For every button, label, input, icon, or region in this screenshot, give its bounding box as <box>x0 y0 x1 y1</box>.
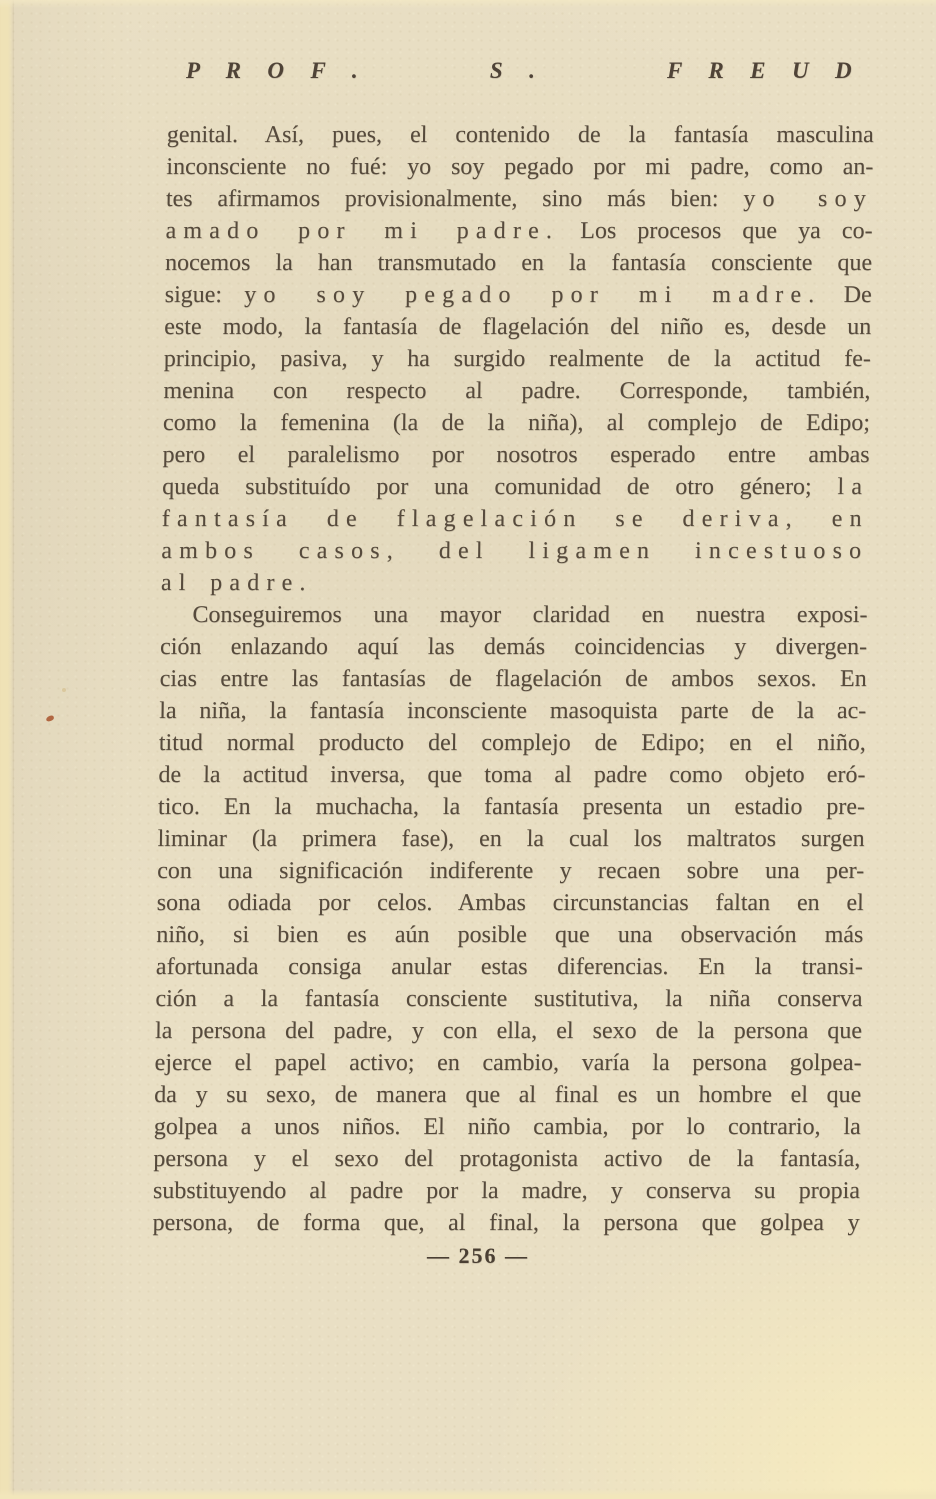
text-segment: niño, si bien es aún posible que una observación más <box>156 922 864 948</box>
text-line <box>160 631 867 663</box>
text-line <box>164 279 871 311</box>
text-segment: inconsciente no fué: yo soy pegado por mi padre, como an- <box>166 154 874 180</box>
running-header <box>186 58 862 84</box>
text-segment: tes afirmamos provisionalmente, sino más bien: <box>165 186 744 212</box>
text-line <box>161 567 868 599</box>
page-edge-top <box>0 0 936 8</box>
text-line <box>165 215 872 247</box>
running-header-initial: S . <box>489 58 546 83</box>
text-segment: principio, pasiva, y ha surgido realmente de la actitud fe- <box>163 346 872 372</box>
text-segment: de la actitud inversa, que toma al padre como objeto eró- <box>158 762 866 788</box>
text-line <box>161 535 868 567</box>
text-segment: sigue: <box>164 282 245 308</box>
text-segment: tico. En la muchacha, la fantasía presenta un estadio pre- <box>157 794 866 820</box>
text-segment: ción enlazando aquí las demás coincidencias y divergen- <box>159 634 868 660</box>
page-number: — 256 — <box>427 1243 529 1268</box>
emphasis-spaced-text: ambos casos, del ligamen incestuoso <box>161 538 869 564</box>
running-header-title: P R O F . <box>186 58 368 83</box>
text-segment: nocemos la han transmutado en la fantasía consciente que <box>164 250 873 276</box>
text-segment: Conseguiremos una mayor claridad en nuestra exposi- <box>192 602 868 628</box>
text-line <box>155 983 862 1015</box>
text-segment: queda substituído por una comunidad de otro género; <box>162 474 838 500</box>
text-segment: la niña, la fantasía inconsciente masoquista parte de la ac- <box>159 698 867 724</box>
text-line <box>160 599 867 631</box>
text-line <box>158 759 865 791</box>
text-segment: liminar (la primera fase), en la cual los maltratos surgen <box>157 826 865 852</box>
emphasis-spaced-text: fantasía de flagelación se deriva, en <box>161 506 869 532</box>
text-segment: golpea a unos niños. El niño cambia, por lo contrario, la <box>153 1114 861 1140</box>
text-line <box>153 1175 860 1207</box>
text-line <box>163 407 870 439</box>
text-line <box>157 823 864 855</box>
text-line <box>163 375 870 407</box>
page-edge-left <box>0 0 14 1499</box>
text-line <box>154 1079 861 1111</box>
text-segment: afortunada consiga anular estas diferencias. En la transi- <box>155 954 864 980</box>
text-line <box>159 663 866 695</box>
text-line <box>166 151 873 183</box>
text-line <box>159 727 866 759</box>
text-line <box>162 471 869 503</box>
text-line <box>152 1207 859 1239</box>
text-line <box>165 247 872 279</box>
text-segment: substituyendo al padre por la madre, y conserva su propia <box>152 1178 861 1204</box>
text-line <box>162 503 869 535</box>
text-line <box>162 439 869 471</box>
text-segment: con una significación indiferente y recaen sobre una per- <box>156 858 865 884</box>
running-header-surname: F R E U D <box>667 58 862 83</box>
text-segment: como la femenina (la de la niña), al complejo de Edipo; <box>162 410 871 436</box>
text-segment: pero el paralelismo por nosotros esperado entre ambas <box>162 442 870 468</box>
text-line <box>157 855 864 887</box>
text-line <box>158 791 865 823</box>
emphasis-spaced-text: yo soy pegado por mi madre. <box>244 282 822 308</box>
text-line <box>167 119 874 151</box>
page-edge-bottom <box>0 1489 936 1499</box>
text-segment: sona odiada por celos. Ambas circunstancias faltan en el <box>156 890 864 916</box>
text-segment: persona, de forma que, al final, la persona que golpea y <box>152 1210 860 1236</box>
text-line <box>155 1015 862 1047</box>
text-segment: titud normal producto del complejo de Edipo; en el niño, <box>158 730 867 756</box>
text-segment: persona y el sexo del protagonista activo de la fantasía, <box>153 1146 861 1172</box>
paper-speck-rust <box>45 715 54 722</box>
text-segment: Los procesos que ya co- <box>558 218 873 244</box>
emphasis-spaced-text: al padre. <box>160 570 313 596</box>
text-line <box>154 1047 861 1079</box>
text-line <box>154 1111 861 1143</box>
emphasis-spaced-text: amado por mi padre. <box>165 218 560 244</box>
paper-speck-tan <box>62 688 66 692</box>
text-segment: menina con respecto al padre. Corresponde, también, <box>163 378 871 404</box>
text-line <box>164 343 871 375</box>
emphasis-spaced-text: yo soy <box>743 186 874 212</box>
text-line <box>156 951 863 983</box>
page-text-block <box>152 119 874 1239</box>
text-line <box>153 1143 860 1175</box>
text-line <box>157 887 864 919</box>
text-segment: cias entre las fantasías de flagelación de ambos sexos. En <box>159 666 867 692</box>
text-segment: De <box>821 282 872 308</box>
text-segment: da y su sexo, de manera que al final es un hombre el que <box>154 1082 862 1108</box>
text-line <box>164 311 871 343</box>
text-segment: genital. Así, pues, el contenido de la fantasía masculina <box>166 122 874 148</box>
text-line <box>166 183 873 215</box>
text-segment: la persona del padre, y con ella, el sexo de la persona que <box>154 1018 863 1044</box>
text-segment: ejerce el papel activo; en cambio, varía la persona golpea- <box>154 1050 862 1076</box>
text-segment: este modo, la fantasía de flagelación del niño es, desde un <box>164 314 872 340</box>
text-segment: ción a la fantasía consciente sustitutiva, la niña conserva <box>155 986 863 1012</box>
text-line <box>156 919 863 951</box>
emphasis-spaced-text: la <box>837 474 870 500</box>
text-line <box>159 695 866 727</box>
